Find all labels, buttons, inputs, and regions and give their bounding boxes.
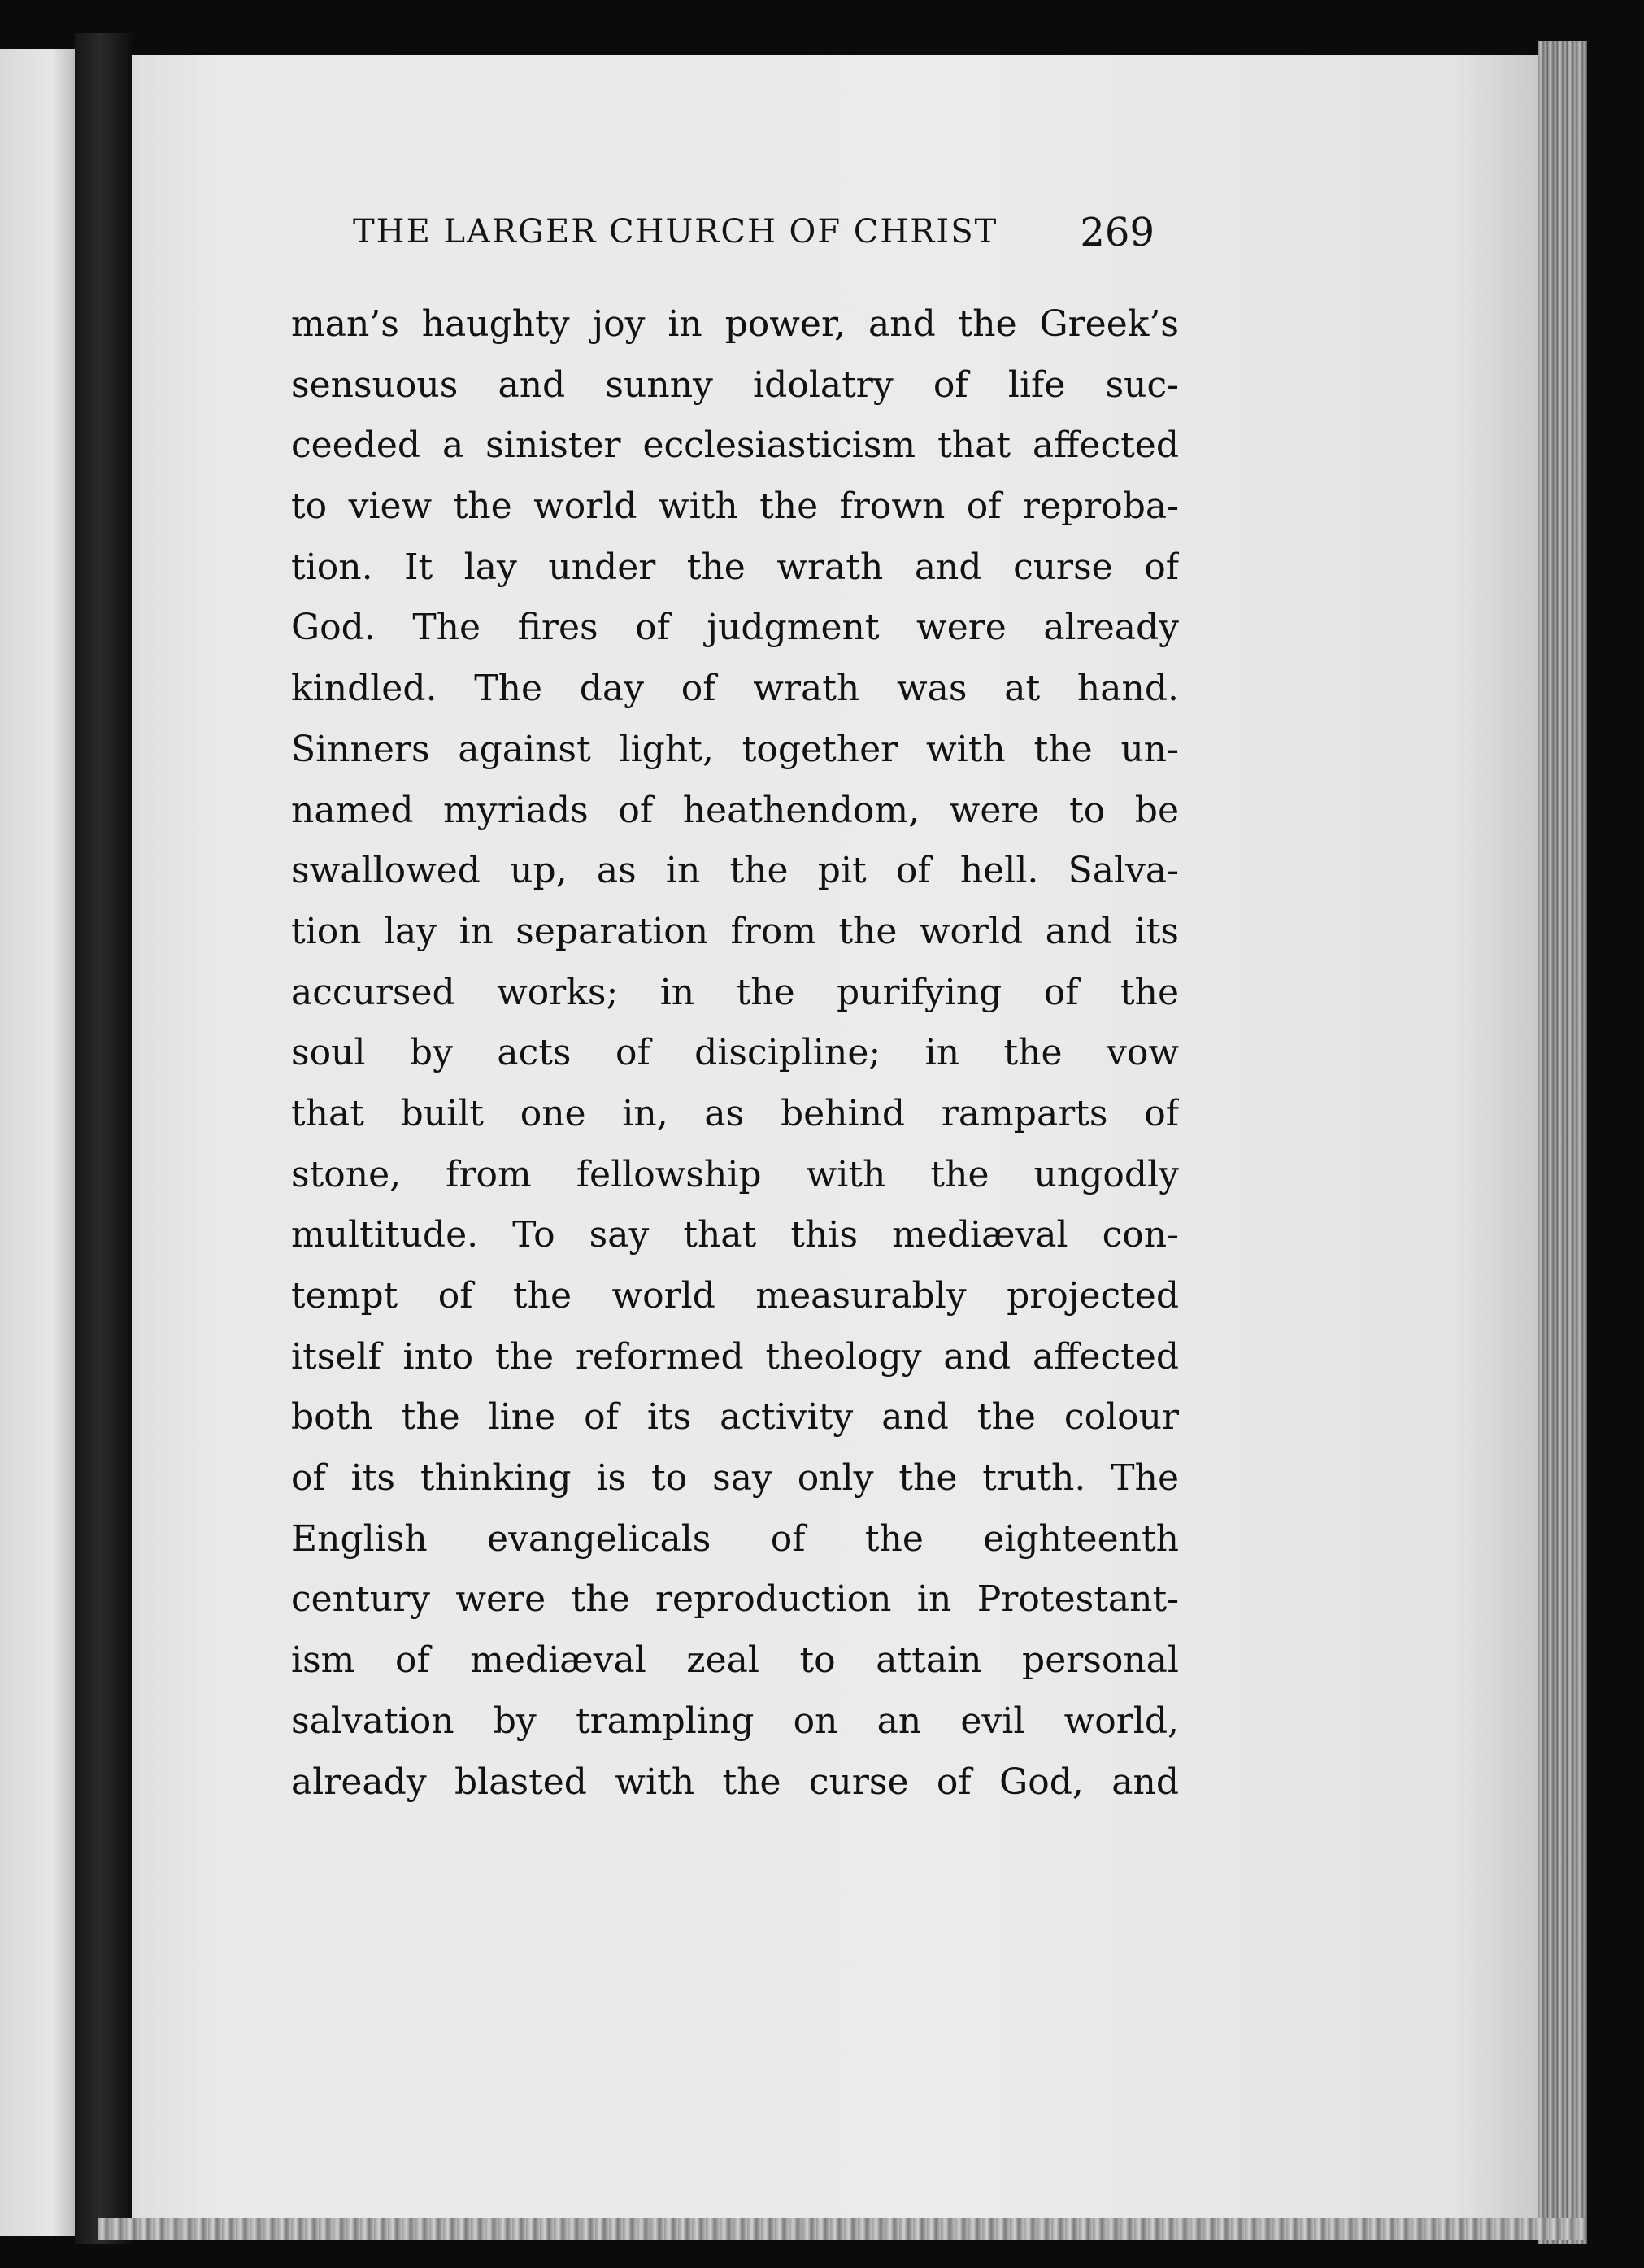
text-line: tempt of the world measurably projected	[291, 1275, 1179, 1317]
text-line: sensuous and sunny idolatry of life suc-	[291, 363, 1179, 406]
text-line: tion. It lay under the wrath and curse of	[291, 546, 1179, 588]
bottom-page-edge	[98, 2218, 1585, 2240]
text-line: tion lay in separation from the world and its	[291, 910, 1179, 952]
text-line: Sinners against light, together with the un-	[291, 728, 1179, 770]
text-line: accursed works; in the purifying of the	[291, 971, 1179, 1013]
text-line: salvation by trampling on an evil world,	[291, 1700, 1179, 1742]
scan-background-right	[1587, 0, 1644, 2268]
running-head	[353, 210, 1155, 262]
text-line: soul by acts of discipline; in the vow	[291, 1032, 1179, 1074]
left-page-edge	[0, 49, 75, 2236]
text-line: already blasted with the curse of God, and	[291, 1761, 1179, 1803]
text-line: of its thinking is to say only the truth. The	[291, 1457, 1179, 1500]
text-line: that built one in, as behind ramparts of	[291, 1092, 1179, 1134]
text-line: swallowed up, as in the pit of hell. Salva-	[291, 850, 1179, 892]
running-head-title: THE LARGER CHURCH OF CHRIST	[353, 213, 998, 250]
text-line: century were the reproduction in Protestant-	[291, 1578, 1179, 1621]
text-line: God. The fires of judgment were already	[291, 607, 1179, 649]
text-line: to view the world with the frown of reproba-	[291, 485, 1179, 528]
text-line: English evangelicals of the eighteenth	[291, 1517, 1179, 1560]
text-line: named myriads of heathendom, were to be	[291, 789, 1179, 831]
text-line: multitude. To say that this mediæval con-	[291, 1214, 1179, 1256]
text-line: ism of mediæval zeal to attain personal	[291, 1639, 1179, 1682]
page-number: 269	[1080, 210, 1155, 255]
book-gutter	[75, 33, 132, 2244]
text-line: stone, from fellowship with the ungodly	[291, 1153, 1179, 1195]
text-line: man’s haughty joy in power, and the Greek’s	[291, 303, 1179, 345]
text-line: itself into the reformed theology and affected	[291, 1335, 1179, 1378]
text-line: ceeded a sinister ecclesiasticism that affected	[291, 424, 1179, 467]
page-edge-stack	[1538, 41, 1587, 2244]
text-line: both the line of its activity and the colour	[291, 1396, 1179, 1439]
body-text	[291, 294, 1179, 1813]
text-line: kindled. The day of wrath was at hand.	[291, 668, 1179, 710]
